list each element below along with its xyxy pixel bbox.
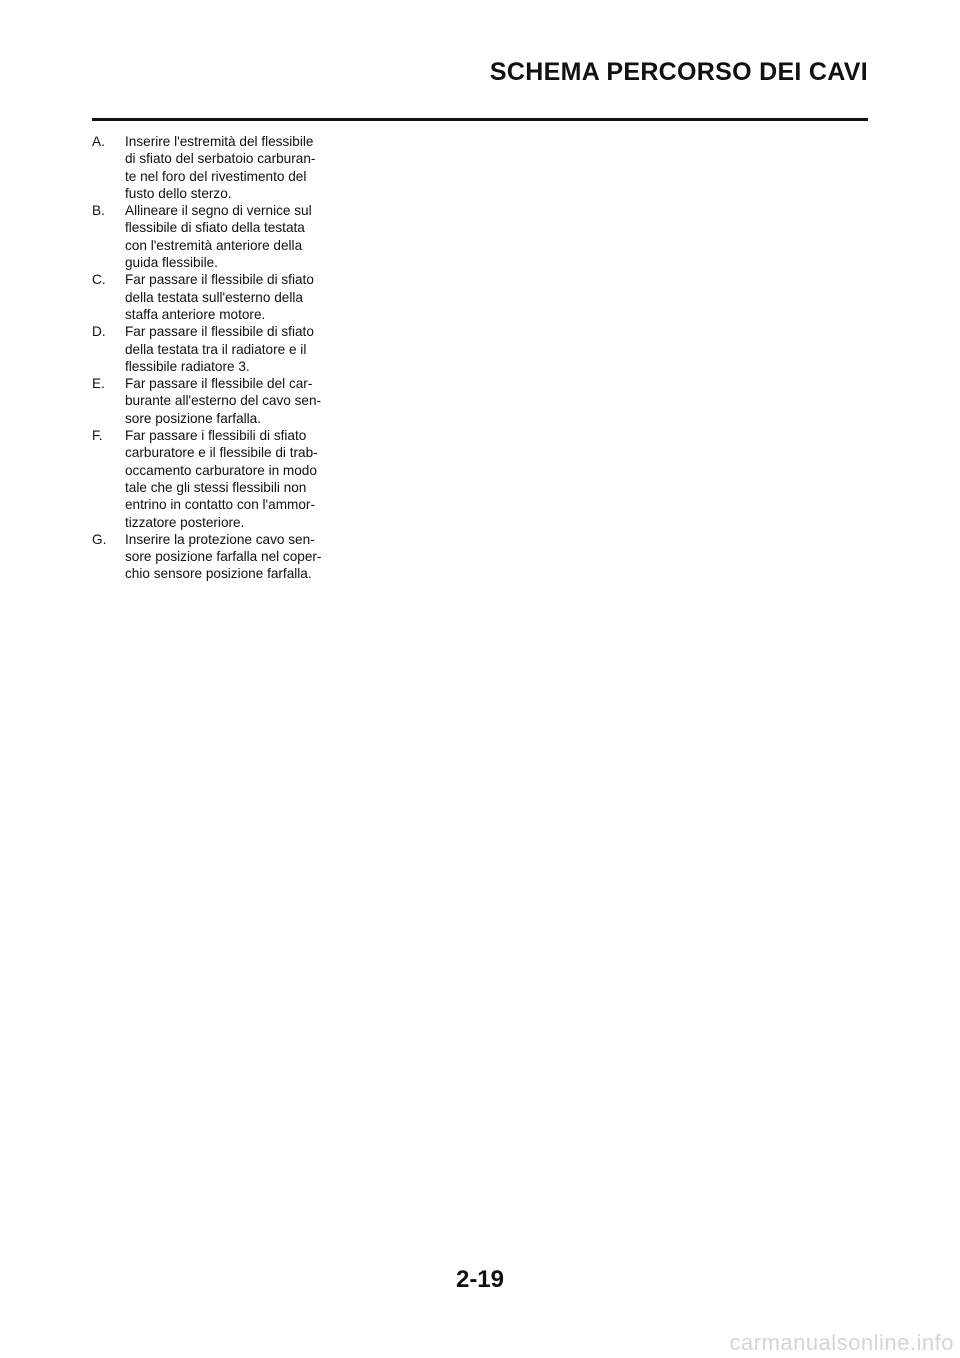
page-title: SCHEMA PERCORSO DEI CAVI bbox=[489, 58, 868, 86]
instruction-item-c bbox=[92, 271, 342, 323]
watermark: carmanualsonline.info bbox=[729, 1330, 954, 1355]
page-number: 2-19 bbox=[455, 1266, 505, 1293]
instruction-letter: A. bbox=[92, 134, 105, 149]
title-divider bbox=[92, 118, 868, 121]
instruction-text: Far passare il flessibile del car- burante all'esterno del cavo sen- sore posizione farfalla. bbox=[125, 376, 322, 426]
instruction-letter: G. bbox=[92, 531, 107, 547]
instruction-letter: B. bbox=[92, 203, 105, 219]
instruction-text: Allineare il segno di vernice sul flessibile di sfiato della testata con l'estremità anteriore della guida flessibile. bbox=[125, 203, 312, 271]
instruction-item-g bbox=[92, 531, 342, 583]
instruction-item-e bbox=[92, 375, 342, 427]
instruction-item-b bbox=[92, 202, 342, 271]
instruction-text: Inserire l'estremità del flessibile di sfiato del serbatoio carburan- te nel foro del rivestimento del fusto dello sterzo. bbox=[125, 134, 316, 201]
instruction-text: Far passare il flessibile di sfiato della testata sull'esterno della staffa anteriore motore. bbox=[125, 272, 314, 322]
instruction-item-d bbox=[92, 323, 342, 375]
instruction-text: Far passare i flessibili di sfiato carburatore e il flessibile di trab- occamento carburatore in modo tale che gli stessi flessibili non entrino in contatto con l'ammor- tizzatore posteriore. bbox=[125, 428, 318, 530]
instruction-text: Far passare il flessibile di sfiato della testata tra il radiatore e il flessibile radiatore 3. bbox=[125, 324, 314, 374]
instruction-letter: F. bbox=[92, 428, 103, 444]
instruction-item-a bbox=[92, 133, 342, 202]
instruction-letter: C. bbox=[92, 272, 106, 288]
instruction-list bbox=[92, 133, 342, 583]
instruction-letter: E. bbox=[92, 376, 105, 392]
instruction-letter: D. bbox=[92, 324, 106, 340]
instruction-item-f bbox=[92, 427, 342, 531]
instruction-text: Inserire la protezione cavo sen- sore posizione farfalla nel coper- chio sensore posizione farfalla. bbox=[125, 531, 322, 582]
